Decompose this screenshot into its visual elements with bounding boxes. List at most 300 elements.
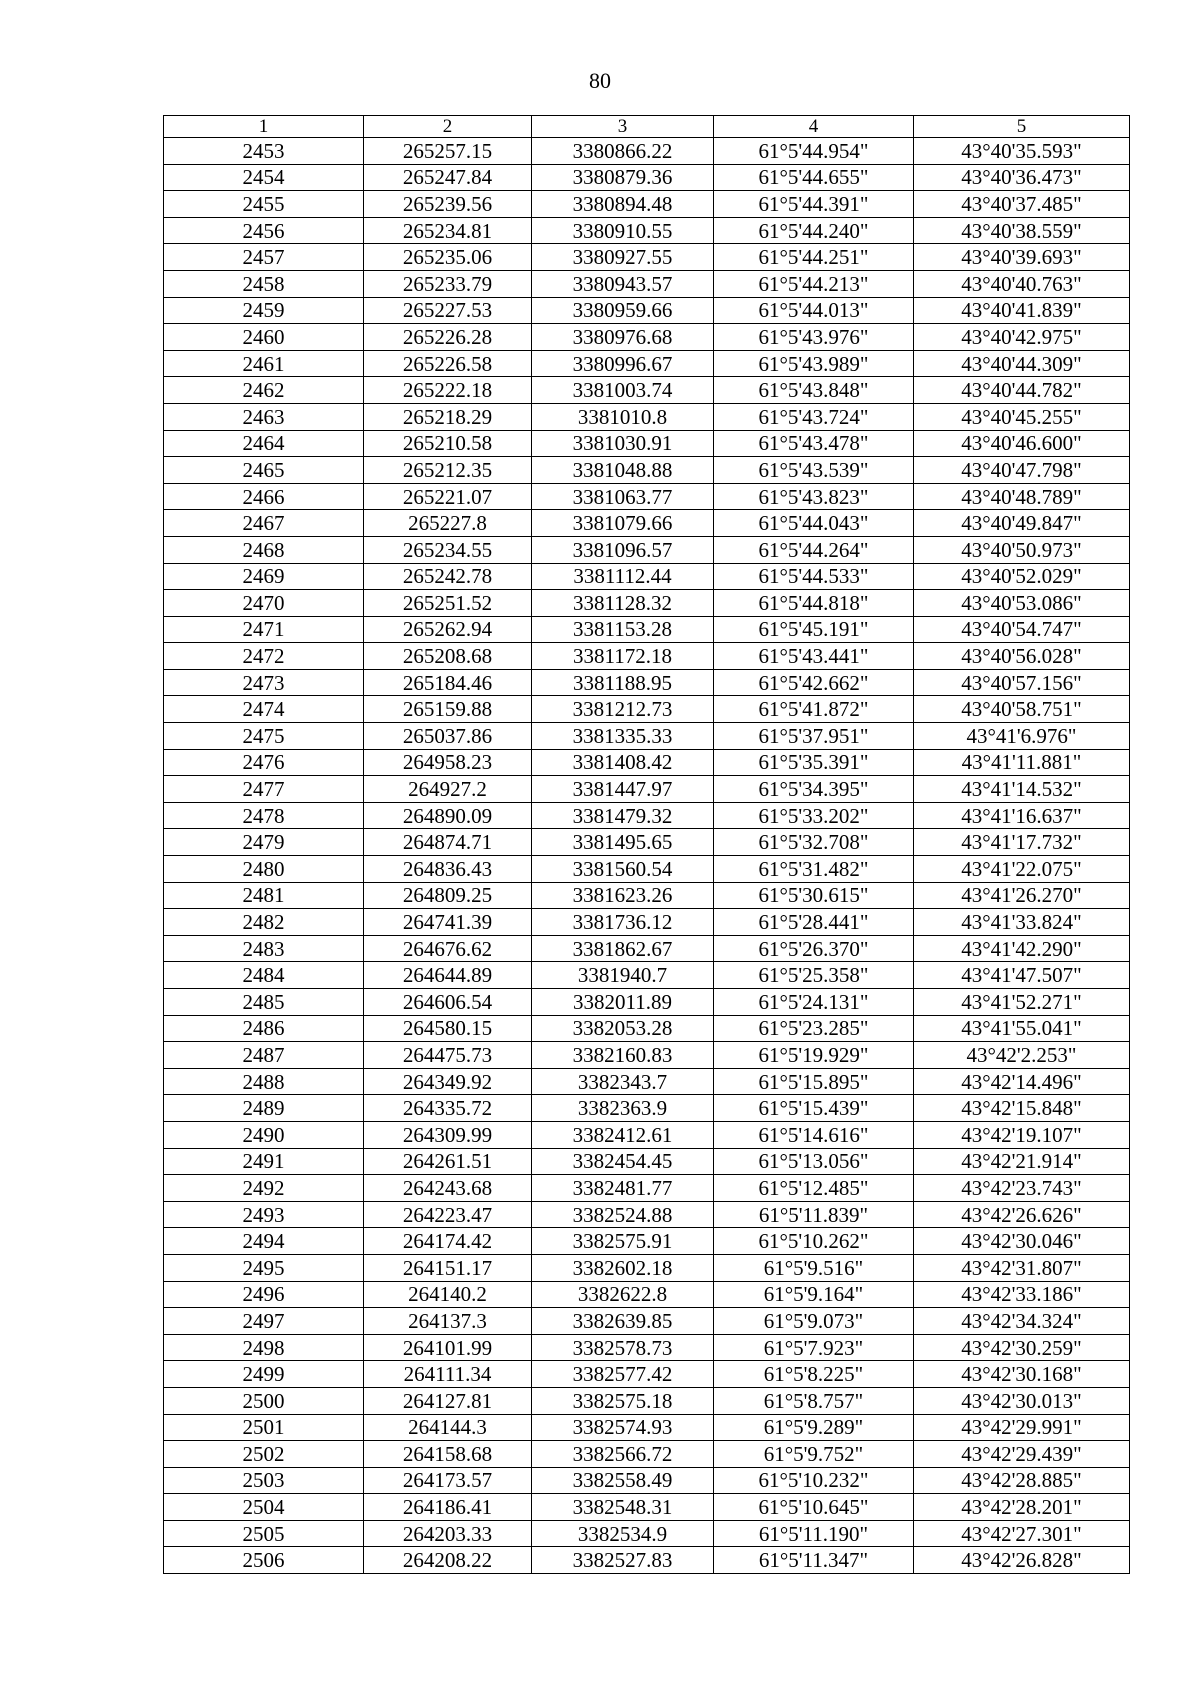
- table-cell-col-2: 264203.33: [364, 1520, 532, 1547]
- table-body: [164, 138, 1130, 1574]
- table-cell-col-4: 61°5'44.013": [714, 297, 914, 324]
- table-cell-col-3: 3381940.7: [532, 962, 714, 989]
- table-row: [164, 563, 1130, 590]
- table-cell-col-3: 3381063.77: [532, 483, 714, 510]
- table-row: [164, 856, 1130, 883]
- table-cell-col-5: 43°42'30.013": [914, 1387, 1130, 1414]
- table-cell-col-3: 3380959.66: [532, 297, 714, 324]
- table-cell-col-4: 61°5'23.285": [714, 1015, 914, 1042]
- table-row: [164, 1387, 1130, 1414]
- table-cell-col-2: 264261.51: [364, 1148, 532, 1175]
- table-cell-col-2: 265222.18: [364, 377, 532, 404]
- table-cell-col-4: 61°5'11.190": [714, 1520, 914, 1547]
- table-cell-col-5: 43°40'38.559": [914, 217, 1130, 244]
- table-cell-col-4: 61°5'44.391": [714, 191, 914, 218]
- table-cell-col-4: 61°5'10.262": [714, 1228, 914, 1255]
- table-cell-col-1: 2499: [164, 1361, 364, 1388]
- table-row: [164, 297, 1130, 324]
- table-cell-col-4: 61°5'10.232": [714, 1467, 914, 1494]
- table-row: [164, 536, 1130, 563]
- table-cell-col-4: 61°5'9.752": [714, 1441, 914, 1468]
- table-cell-col-5: 43°40'44.782": [914, 377, 1130, 404]
- table-cell-col-3: 3380910.55: [532, 217, 714, 244]
- table-cell-col-1: 2469: [164, 563, 364, 590]
- table-cell-col-4: 61°5'28.441": [714, 909, 914, 936]
- table-cell-col-1: 2471: [164, 616, 364, 643]
- table-row: [164, 1254, 1130, 1281]
- table-cell-col-3: 3382481.77: [532, 1175, 714, 1202]
- table-row: [164, 1201, 1130, 1228]
- table-cell-col-4: 61°5'41.872": [714, 696, 914, 723]
- table-cell-col-4: 61°5'43.478": [714, 430, 914, 457]
- table-cell-col-5: 43°40'48.789": [914, 483, 1130, 510]
- table-cell-col-5: 43°42'34.324": [914, 1308, 1130, 1335]
- table-row: [164, 430, 1130, 457]
- table-row: [164, 1148, 1130, 1175]
- table-cell-col-4: 61°5'44.251": [714, 244, 914, 271]
- table-cell-col-5: 43°42'23.743": [914, 1175, 1130, 1202]
- page-number: 80: [589, 68, 611, 93]
- table-cell-col-3: 3382412.61: [532, 1121, 714, 1148]
- table-cell-col-3: 3381408.42: [532, 749, 714, 776]
- table-cell-col-3: 3382622.8: [532, 1281, 714, 1308]
- table-row: [164, 191, 1130, 218]
- table-row: [164, 643, 1130, 670]
- table-row: [164, 669, 1130, 696]
- table-cell-col-5: 43°40'40.763": [914, 270, 1130, 297]
- table-cell-col-1: 2455: [164, 191, 364, 218]
- table-cell-col-5: 43°42'31.807": [914, 1254, 1130, 1281]
- table-cell-col-2: 265210.58: [364, 430, 532, 457]
- table-header-row: [164, 116, 1130, 138]
- table-cell-col-1: 2489: [164, 1095, 364, 1122]
- table-cell-col-1: 2477: [164, 776, 364, 803]
- table-cell-col-5: 43°42'15.848": [914, 1095, 1130, 1122]
- table-cell-col-3: 3382527.83: [532, 1547, 714, 1574]
- table-cell-col-2: 264475.73: [364, 1042, 532, 1069]
- table-cell-col-5: 43°42'14.496": [914, 1068, 1130, 1095]
- table-cell-col-3: 3381030.91: [532, 430, 714, 457]
- table-row: [164, 1361, 1130, 1388]
- table-cell-col-5: 43°41'14.532": [914, 776, 1130, 803]
- table-cell-col-2: 265208.68: [364, 643, 532, 670]
- table-cell-col-4: 61°5'43.976": [714, 324, 914, 351]
- table-row: [164, 1228, 1130, 1255]
- table-cell-col-4: 61°5'24.131": [714, 989, 914, 1016]
- table-cell-col-2: 264644.89: [364, 962, 532, 989]
- table-cell-col-4: 61°5'14.616": [714, 1121, 914, 1148]
- table-row: [164, 217, 1130, 244]
- table-cell-col-2: 264151.17: [364, 1254, 532, 1281]
- table-cell-col-5: 43°40'53.086": [914, 590, 1130, 617]
- table-cell-col-2: 265251.52: [364, 590, 532, 617]
- table-row: [164, 510, 1130, 537]
- table-cell-col-1: 2461: [164, 350, 364, 377]
- table-cell-col-3: 3381079.66: [532, 510, 714, 537]
- table-cell-col-1: 2462: [164, 377, 364, 404]
- table-cell-col-2: 264309.99: [364, 1121, 532, 1148]
- table-cell-col-2: 264836.43: [364, 856, 532, 883]
- table-cell-col-1: 2504: [164, 1494, 364, 1521]
- table-cell-col-1: 2470: [164, 590, 364, 617]
- coordinates-table: [163, 115, 1130, 1574]
- table-row: [164, 1467, 1130, 1494]
- table-cell-col-1: 2466: [164, 483, 364, 510]
- table-cell-col-4: 61°5'43.441": [714, 643, 914, 670]
- table-cell-col-3: 3382160.83: [532, 1042, 714, 1069]
- table-cell-col-2: 264890.09: [364, 802, 532, 829]
- table-cell-col-3: 3381048.88: [532, 457, 714, 484]
- table-cell-col-2: 265226.28: [364, 324, 532, 351]
- table-row: [164, 377, 1130, 404]
- table-row: [164, 723, 1130, 750]
- table-cell-col-4: 61°5'43.724": [714, 403, 914, 430]
- table-cell-col-1: 2468: [164, 536, 364, 563]
- table-cell-col-4: 61°5'44.240": [714, 217, 914, 244]
- table-cell-col-1: 2496: [164, 1281, 364, 1308]
- table-row: [164, 696, 1130, 723]
- table-cell-col-4: 61°5'44.533": [714, 563, 914, 590]
- table-cell-col-4: 61°5'25.358": [714, 962, 914, 989]
- table-cell-col-2: 264101.99: [364, 1334, 532, 1361]
- table-row: [164, 324, 1130, 351]
- table-cell-col-1: 2459: [164, 297, 364, 324]
- table-cell-col-5: 43°42'19.107": [914, 1121, 1130, 1148]
- table-cell-col-3: 3382566.72: [532, 1441, 714, 1468]
- column-header-5: 5: [914, 116, 1130, 138]
- table-cell-col-3: 3381172.18: [532, 643, 714, 670]
- table-cell-col-3: 3382343.7: [532, 1068, 714, 1095]
- table-cell-col-1: 2453: [164, 138, 364, 165]
- table-cell-col-4: 61°5'43.848": [714, 377, 914, 404]
- table-cell-col-5: 43°40'49.847": [914, 510, 1130, 537]
- table-cell-col-4: 61°5'9.516": [714, 1254, 914, 1281]
- table-cell-col-1: 2454: [164, 164, 364, 191]
- table-cell-col-5: 43°42'28.201": [914, 1494, 1130, 1521]
- table-cell-col-1: 2484: [164, 962, 364, 989]
- table-cell-col-2: 264958.23: [364, 749, 532, 776]
- table-cell-col-4: 61°5'33.202": [714, 802, 914, 829]
- table-cell-col-1: 2472: [164, 643, 364, 670]
- table-cell-col-1: 2474: [164, 696, 364, 723]
- table-cell-col-5: 43°41'22.075": [914, 856, 1130, 883]
- table-cell-col-3: 3380866.22: [532, 138, 714, 165]
- table-row: [164, 1520, 1130, 1547]
- table-cell-col-2: 265239.56: [364, 191, 532, 218]
- table-cell-col-1: 2503: [164, 1467, 364, 1494]
- table-cell-col-4: 61°5'8.757": [714, 1387, 914, 1414]
- table-cell-col-2: 264186.41: [364, 1494, 532, 1521]
- table-cell-col-4: 61°5'10.645": [714, 1494, 914, 1521]
- table-cell-col-5: 43°40'45.255": [914, 403, 1130, 430]
- table-cell-col-2: 264606.54: [364, 989, 532, 1016]
- table-cell-col-3: 3380879.36: [532, 164, 714, 191]
- table-cell-col-3: 3382558.49: [532, 1467, 714, 1494]
- table-cell-col-1: 2476: [164, 749, 364, 776]
- table-cell-col-5: 43°41'47.507": [914, 962, 1130, 989]
- table-cell-col-1: 2467: [164, 510, 364, 537]
- table-cell-col-5: 43°41'42.290": [914, 935, 1130, 962]
- table-cell-col-1: 2497: [164, 1308, 364, 1335]
- table-cell-col-2: 264809.25: [364, 882, 532, 909]
- table-cell-col-4: 61°5'7.923": [714, 1334, 914, 1361]
- table-row: [164, 1042, 1130, 1069]
- table-cell-col-2: 265218.29: [364, 403, 532, 430]
- table-cell-col-5: 43°42'30.168": [914, 1361, 1130, 1388]
- table-cell-col-4: 61°5'45.191": [714, 616, 914, 643]
- table-cell-col-3: 3382577.42: [532, 1361, 714, 1388]
- table-cell-col-2: 264137.3: [364, 1308, 532, 1335]
- table-cell-col-1: 2492: [164, 1175, 364, 1202]
- table-cell-col-1: 2502: [164, 1441, 364, 1468]
- table-cell-col-3: 3382053.28: [532, 1015, 714, 1042]
- table-cell-col-2: 264243.68: [364, 1175, 532, 1202]
- table-cell-col-3: 3382011.89: [532, 989, 714, 1016]
- table-cell-col-5: 43°40'47.798": [914, 457, 1130, 484]
- table-row: [164, 1414, 1130, 1441]
- table-row: [164, 1121, 1130, 1148]
- table-cell-col-2: 264173.57: [364, 1467, 532, 1494]
- table-cell-col-3: 3382574.93: [532, 1414, 714, 1441]
- table-cell-col-2: 264144.3: [364, 1414, 532, 1441]
- table-cell-col-2: 265233.79: [364, 270, 532, 297]
- table-cell-col-5: 43°40'39.693": [914, 244, 1130, 271]
- table-row: [164, 935, 1130, 962]
- table-row: [164, 1441, 1130, 1468]
- column-header-3: 3: [532, 116, 714, 138]
- table-cell-col-4: 61°5'34.395": [714, 776, 914, 803]
- table-cell-col-1: 2491: [164, 1148, 364, 1175]
- table-cell-col-3: 3381003.74: [532, 377, 714, 404]
- table-cell-col-4: 61°5'26.370": [714, 935, 914, 962]
- table-cell-col-5: 43°42'30.046": [914, 1228, 1130, 1255]
- table-row: [164, 1281, 1130, 1308]
- table-row: [164, 802, 1130, 829]
- table-cell-col-5: 43°41'17.732": [914, 829, 1130, 856]
- table-cell-col-4: 61°5'44.043": [714, 510, 914, 537]
- table-cell-col-1: 2458: [164, 270, 364, 297]
- table-row: [164, 749, 1130, 776]
- table-cell-col-2: 265227.53: [364, 297, 532, 324]
- table-cell-col-5: 43°40'56.028": [914, 643, 1130, 670]
- table-cell-col-1: 2506: [164, 1547, 364, 1574]
- table-cell-col-1: 2481: [164, 882, 364, 909]
- table-row: [164, 350, 1130, 377]
- table-cell-col-2: 265234.81: [364, 217, 532, 244]
- table-cell-col-4: 61°5'9.164": [714, 1281, 914, 1308]
- table-cell-col-1: 2488: [164, 1068, 364, 1095]
- table-cell-col-2: 265184.46: [364, 669, 532, 696]
- table-cell-col-2: 264208.22: [364, 1547, 532, 1574]
- table-cell-col-5: 43°40'52.029": [914, 563, 1130, 590]
- table-cell-col-5: 43°40'57.156": [914, 669, 1130, 696]
- table-row: [164, 1015, 1130, 1042]
- table-cell-col-3: 3382578.73: [532, 1334, 714, 1361]
- table-cell-col-2: 264127.81: [364, 1387, 532, 1414]
- table-cell-col-3: 3382524.88: [532, 1201, 714, 1228]
- table-cell-col-4: 61°5'12.485": [714, 1175, 914, 1202]
- table-cell-col-4: 61°5'44.264": [714, 536, 914, 563]
- table-row: [164, 1175, 1130, 1202]
- table-row: [164, 1095, 1130, 1122]
- table-cell-col-3: 3381212.73: [532, 696, 714, 723]
- table-row: [164, 244, 1130, 271]
- table-row: [164, 164, 1130, 191]
- table-cell-col-3: 3381479.32: [532, 802, 714, 829]
- table-cell-col-1: 2500: [164, 1387, 364, 1414]
- table-cell-col-1: 2463: [164, 403, 364, 430]
- table-cell-col-5: 43°40'54.747": [914, 616, 1130, 643]
- table-cell-col-5: 43°40'41.839": [914, 297, 1130, 324]
- table-cell-col-5: 43°41'33.824": [914, 909, 1130, 936]
- table-row: [164, 776, 1130, 803]
- table-cell-col-5: 43°42'29.991": [914, 1414, 1130, 1441]
- table-cell-col-5: 43°42'28.885": [914, 1467, 1130, 1494]
- table-cell-col-2: 264874.71: [364, 829, 532, 856]
- table-cell-col-2: 265242.78: [364, 563, 532, 590]
- table-row: [164, 989, 1130, 1016]
- table-cell-col-2: 264741.39: [364, 909, 532, 936]
- table-cell-col-5: 43°40'35.593": [914, 138, 1130, 165]
- table-cell-col-2: 264174.42: [364, 1228, 532, 1255]
- table-cell-col-4: 61°5'43.823": [714, 483, 914, 510]
- table-cell-col-3: 3381153.28: [532, 616, 714, 643]
- table-cell-col-2: 264580.15: [364, 1015, 532, 1042]
- table-cell-col-5: 43°40'44.309": [914, 350, 1130, 377]
- table-cell-col-5: 43°42'2.253": [914, 1042, 1130, 1069]
- table-row: [164, 962, 1130, 989]
- table-cell-col-3: 3382639.85: [532, 1308, 714, 1335]
- table-cell-col-2: 265257.15: [364, 138, 532, 165]
- table-row: [164, 270, 1130, 297]
- table-cell-col-3: 3380996.67: [532, 350, 714, 377]
- table-cell-col-4: 61°5'43.539": [714, 457, 914, 484]
- table-row: [164, 829, 1130, 856]
- table-cell-col-3: 3380976.68: [532, 324, 714, 351]
- table-cell-col-3: 3381335.33: [532, 723, 714, 750]
- table-row: [164, 882, 1130, 909]
- column-header-4: 4: [714, 116, 914, 138]
- table-cell-col-1: 2501: [164, 1414, 364, 1441]
- table-cell-col-1: 2486: [164, 1015, 364, 1042]
- table-cell-col-4: 61°5'44.818": [714, 590, 914, 617]
- table-cell-col-2: 264335.72: [364, 1095, 532, 1122]
- table-cell-col-5: 43°42'27.301": [914, 1520, 1130, 1547]
- table-cell-col-4: 61°5'9.073": [714, 1308, 914, 1335]
- table-row: [164, 909, 1130, 936]
- table-cell-col-5: 43°42'33.186": [914, 1281, 1130, 1308]
- table-cell-col-2: 264927.2: [364, 776, 532, 803]
- table-row: [164, 403, 1130, 430]
- table-cell-col-1: 2483: [164, 935, 364, 962]
- table-cell-col-3: 3381447.97: [532, 776, 714, 803]
- table-cell-col-4: 61°5'42.662": [714, 669, 914, 696]
- table-cell-col-5: 43°40'37.485": [914, 191, 1130, 218]
- table-cell-col-1: 2487: [164, 1042, 364, 1069]
- table-cell-col-2: 265212.35: [364, 457, 532, 484]
- table-cell-col-3: 3381188.95: [532, 669, 714, 696]
- table-cell-col-4: 61°5'13.056": [714, 1148, 914, 1175]
- table-cell-col-1: 2465: [164, 457, 364, 484]
- table-cell-col-3: 3382534.9: [532, 1520, 714, 1547]
- table-row: [164, 1334, 1130, 1361]
- table-cell-col-3: 3380894.48: [532, 191, 714, 218]
- table-cell-col-5: 43°41'6.976": [914, 723, 1130, 750]
- table-cell-col-3: 3382575.91: [532, 1228, 714, 1255]
- table-cell-col-4: 61°5'44.954": [714, 138, 914, 165]
- table-cell-col-2: 264676.62: [364, 935, 532, 962]
- table-cell-col-5: 43°42'30.259": [914, 1334, 1130, 1361]
- table-cell-col-4: 61°5'44.655": [714, 164, 914, 191]
- table-cell-col-3: 3382575.18: [532, 1387, 714, 1414]
- table-cell-col-4: 61°5'43.989": [714, 350, 914, 377]
- table-cell-col-5: 43°40'36.473": [914, 164, 1130, 191]
- table-row: [164, 483, 1130, 510]
- table-cell-col-3: 3381736.12: [532, 909, 714, 936]
- table-row: [164, 1068, 1130, 1095]
- table-cell-col-3: 3382602.18: [532, 1254, 714, 1281]
- table-cell-col-5: 43°41'11.881": [914, 749, 1130, 776]
- table-cell-col-2: 265234.55: [364, 536, 532, 563]
- table-row: [164, 457, 1130, 484]
- table-cell-col-1: 2480: [164, 856, 364, 883]
- table-cell-col-5: 43°42'29.439": [914, 1441, 1130, 1468]
- column-header-2: 2: [364, 116, 532, 138]
- table-cell-col-5: 43°41'55.041": [914, 1015, 1130, 1042]
- table-cell-col-5: 43°41'52.271": [914, 989, 1130, 1016]
- table-cell-col-4: 61°5'31.482": [714, 856, 914, 883]
- table-cell-col-5: 43°41'16.637": [914, 802, 1130, 829]
- table-cell-col-3: 3380943.57: [532, 270, 714, 297]
- table-cell-col-1: 2464: [164, 430, 364, 457]
- table-cell-col-5: 43°42'21.914": [914, 1148, 1130, 1175]
- table-cell-col-4: 61°5'35.391": [714, 749, 914, 776]
- table-cell-col-1: 2490: [164, 1121, 364, 1148]
- table-cell-col-5: 43°42'26.626": [914, 1201, 1130, 1228]
- table-cell-col-5: 43°40'46.600": [914, 430, 1130, 457]
- table-cell-col-1: 2495: [164, 1254, 364, 1281]
- table-cell-col-1: 2505: [164, 1520, 364, 1547]
- table-cell-col-5: 43°40'58.751": [914, 696, 1130, 723]
- table-cell-col-1: 2457: [164, 244, 364, 271]
- table-cell-col-3: 3381128.32: [532, 590, 714, 617]
- table-cell-col-3: 3381096.57: [532, 536, 714, 563]
- table-cell-col-1: 2493: [164, 1201, 364, 1228]
- table-cell-col-3: 3381862.67: [532, 935, 714, 962]
- table-cell-col-4: 61°5'30.615": [714, 882, 914, 909]
- table-cell-col-5: 43°40'42.975": [914, 324, 1130, 351]
- table-cell-col-3: 3381495.65: [532, 829, 714, 856]
- table-cell-col-4: 61°5'37.951": [714, 723, 914, 750]
- table-cell-col-2: 265159.88: [364, 696, 532, 723]
- table-cell-col-3: 3381560.54: [532, 856, 714, 883]
- table-cell-col-2: 265247.84: [364, 164, 532, 191]
- table-cell-col-4: 61°5'11.347": [714, 1547, 914, 1574]
- table-cell-col-2: 265235.06: [364, 244, 532, 271]
- table-cell-col-3: 3382454.45: [532, 1148, 714, 1175]
- table-row: [164, 1494, 1130, 1521]
- table-cell-col-5: 43°42'26.828": [914, 1547, 1130, 1574]
- table-cell-col-2: 264140.2: [364, 1281, 532, 1308]
- table-cell-col-1: 2485: [164, 989, 364, 1016]
- table-cell-col-1: 2460: [164, 324, 364, 351]
- table-cell-col-4: 61°5'8.225": [714, 1361, 914, 1388]
- table-cell-col-5: 43°40'50.973": [914, 536, 1130, 563]
- table-row: [164, 1308, 1130, 1335]
- table-cell-col-2: 264158.68: [364, 1441, 532, 1468]
- table-cell-col-3: 3381623.26: [532, 882, 714, 909]
- table-cell-col-2: 265037.86: [364, 723, 532, 750]
